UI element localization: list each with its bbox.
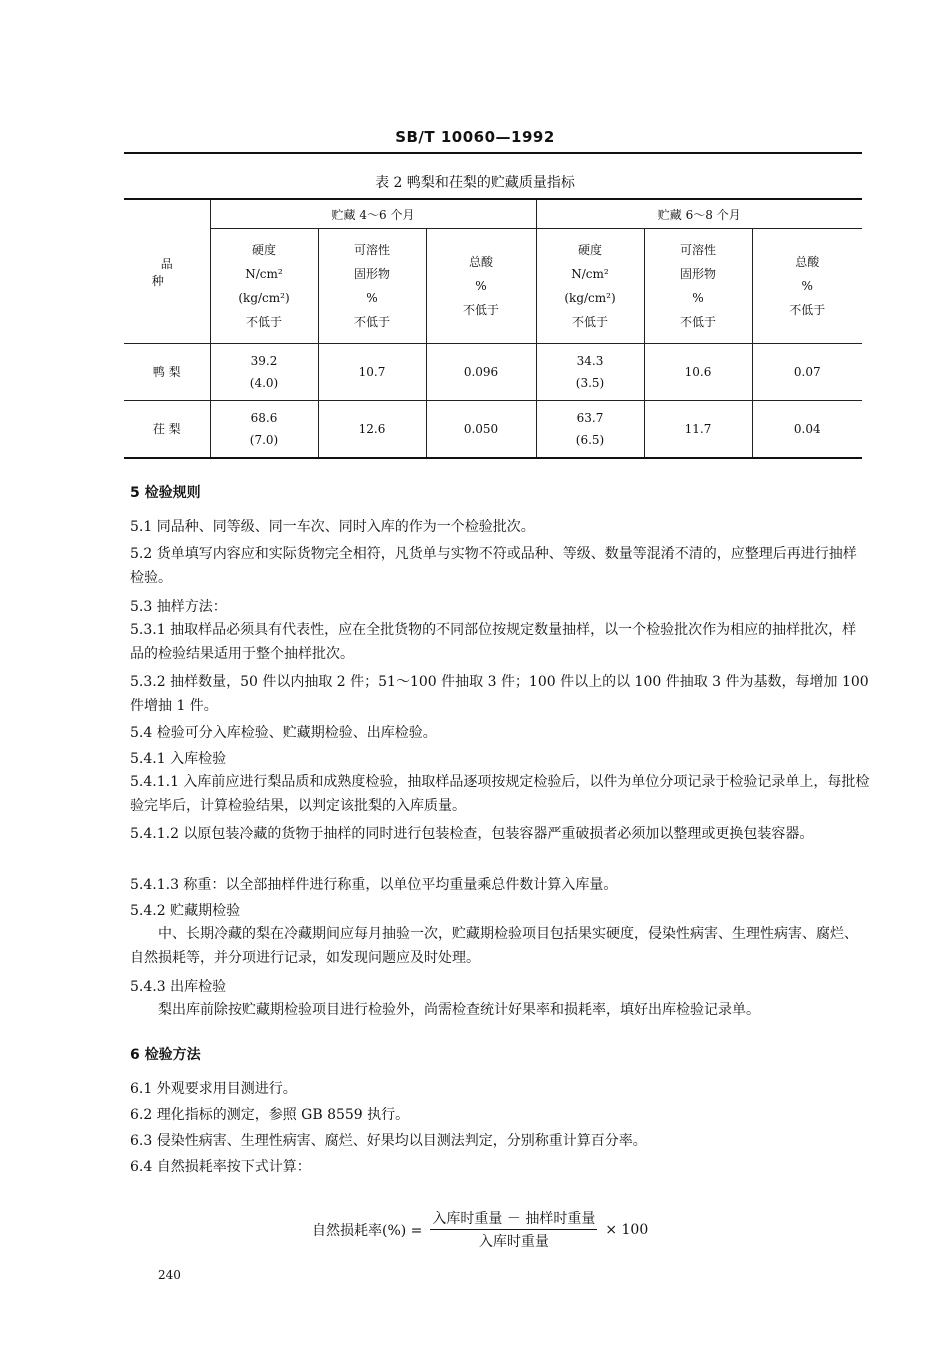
col-soluble-solids: 可溶性 固形物 % 不低于 [644, 229, 752, 344]
para-5-4-1: 5.4.1 入库检验 [130, 751, 227, 767]
cell-acid: 0.07 [752, 344, 862, 401]
variety-header: 品 种 [124, 199, 210, 344]
para-5-3-2: 5.3.2 抽样数量，50 件以内抽取 2 件；51～100 件抽取 3 件；100 件以上的以 100 件抽取 3 件为基数，每增加 100 件增抽 1 件。 [130, 674, 869, 714]
col-hardness: 硬度 N/cm² (kg/cm²) 不低于 [210, 229, 318, 344]
cell-solids: 12.6 [318, 401, 426, 459]
quality-table [124, 198, 862, 459]
para-6-2: 6.2 理化指标的测定，参照 GB 8559 执行。 [130, 1107, 410, 1123]
para-6-1: 6.1 外观要求用目测进行。 [130, 1081, 297, 1097]
para-5-4-1-3: 5.4.1.3 称重：以全部抽样件进行称重，以单位平均重量乘总件数计算入库量。 [130, 877, 618, 893]
cell-acid: 0.050 [426, 401, 536, 459]
cell-hardness: 68.6 (7.0) [210, 401, 318, 459]
loss-rate-formula [312, 1208, 648, 1251]
formula-numerator: 入库时重量 － 抽样时重量 [430, 1208, 597, 1230]
table-row [124, 401, 862, 459]
cell-solids: 11.7 [644, 401, 752, 459]
formula-fraction [430, 1208, 597, 1251]
row-variety: 鸭 梨 [124, 344, 210, 401]
standard-header: SB/T 10060—1992 [395, 128, 555, 146]
group-4-6-months: 贮藏 4～6 个月 [210, 199, 536, 229]
para-5-3: 5.3 抽样方法： [130, 599, 227, 615]
col-hardness: 硬度 N/cm² (kg/cm²) 不低于 [536, 229, 644, 344]
group-6-8-months: 贮藏 6～8 个月 [536, 199, 862, 229]
para-5-4-3-body: 梨出库前除按贮藏期检验项目进行检验外，尚需检查统计好果率和损耗率，填好出库检验记录单。 [158, 1002, 760, 1018]
cell-hardness: 39.2 (4.0) [210, 344, 318, 401]
para-5-4-2: 5.4.2 贮藏期检验 [130, 903, 241, 919]
para-5-3-1: 5.3.1 抽取样品必须具有代表性，应在全批货物的不同部位按规定数量抽样，以一个检验批次作为相应的抽样批次，样品的检验结果适用于整个抽样批次。 [130, 622, 857, 662]
cell-hardness: 34.3 (3.5) [536, 344, 644, 401]
col-total-acid: 总酸 % 不低于 [752, 229, 862, 344]
para-5-4-1-1: 5.4.1.1 入库前应进行梨品质和成熟度检验，抽取样品逐项按规定检验后，以件为单位分项记录于检验记录单上，每批检验完毕后，计算检验结果，以判定该批梨的入库质量。 [130, 774, 870, 814]
para-5-4-1-2: 5.4.1.2 以原包装冷藏的货物于抽样的同时进行包装检查，包装容器严重破损者必须加以整理或更换包装容器。 [130, 826, 814, 842]
table-row [124, 344, 862, 401]
cell-acid: 0.04 [752, 401, 862, 459]
para-5-1: 5.1 同品种、同等级、同一车次、同时入库的作为一个检验批次。 [130, 519, 535, 535]
header-rule [124, 152, 862, 154]
formula-denominator: 入库时重量 [478, 1234, 549, 1250]
para-6-4: 6.4 自然损耗率按下式计算： [130, 1159, 311, 1175]
cell-acid: 0.096 [426, 344, 536, 401]
para-5-4-2-body: 中、长期冷藏的梨在冷藏期间应每月抽验一次，贮藏期检验项目包括果实硬度，侵染性病害、生理性病害、腐烂、自然损耗等，并分项进行记录，如发现问题应及时处理。 [130, 926, 858, 966]
formula-rhs: × 100 [605, 1221, 649, 1238]
col-total-acid: 总酸 % 不低于 [426, 229, 536, 344]
page-number: 240 [158, 1268, 181, 1282]
cell-solids: 10.6 [644, 344, 752, 401]
table-title: 表 2 鸭梨和茌梨的贮藏质量指标 [375, 175, 575, 191]
para-6-3: 6.3 侵染性病害、生理性病害、腐烂、好果均以目测法判定，分别称重计算百分率。 [130, 1133, 647, 1149]
para-5-4-3: 5.4.3 出库检验 [130, 979, 227, 995]
cell-hardness: 63.7 (6.5) [536, 401, 644, 459]
section-6-heading: 6 检验方法 [130, 1047, 201, 1063]
section-5-heading: 5 检验规则 [130, 485, 201, 501]
para-5-4: 5.4 检验可分入库检验、贮藏期检验、出库检验。 [130, 725, 437, 741]
col-soluble-solids: 可溶性 固形物 % 不低于 [318, 229, 426, 344]
formula-lhs: 自然损耗率(%) = [312, 1222, 423, 1239]
para-5-2: 5.2 货单填写内容应和实际货物完全相符，凡货单与实物不符或品种、等级、数量等混淆不清的，应整理后再进行抽样检验。 [130, 546, 857, 586]
cell-solids: 10.7 [318, 344, 426, 401]
row-variety: 茌 梨 [124, 401, 210, 459]
